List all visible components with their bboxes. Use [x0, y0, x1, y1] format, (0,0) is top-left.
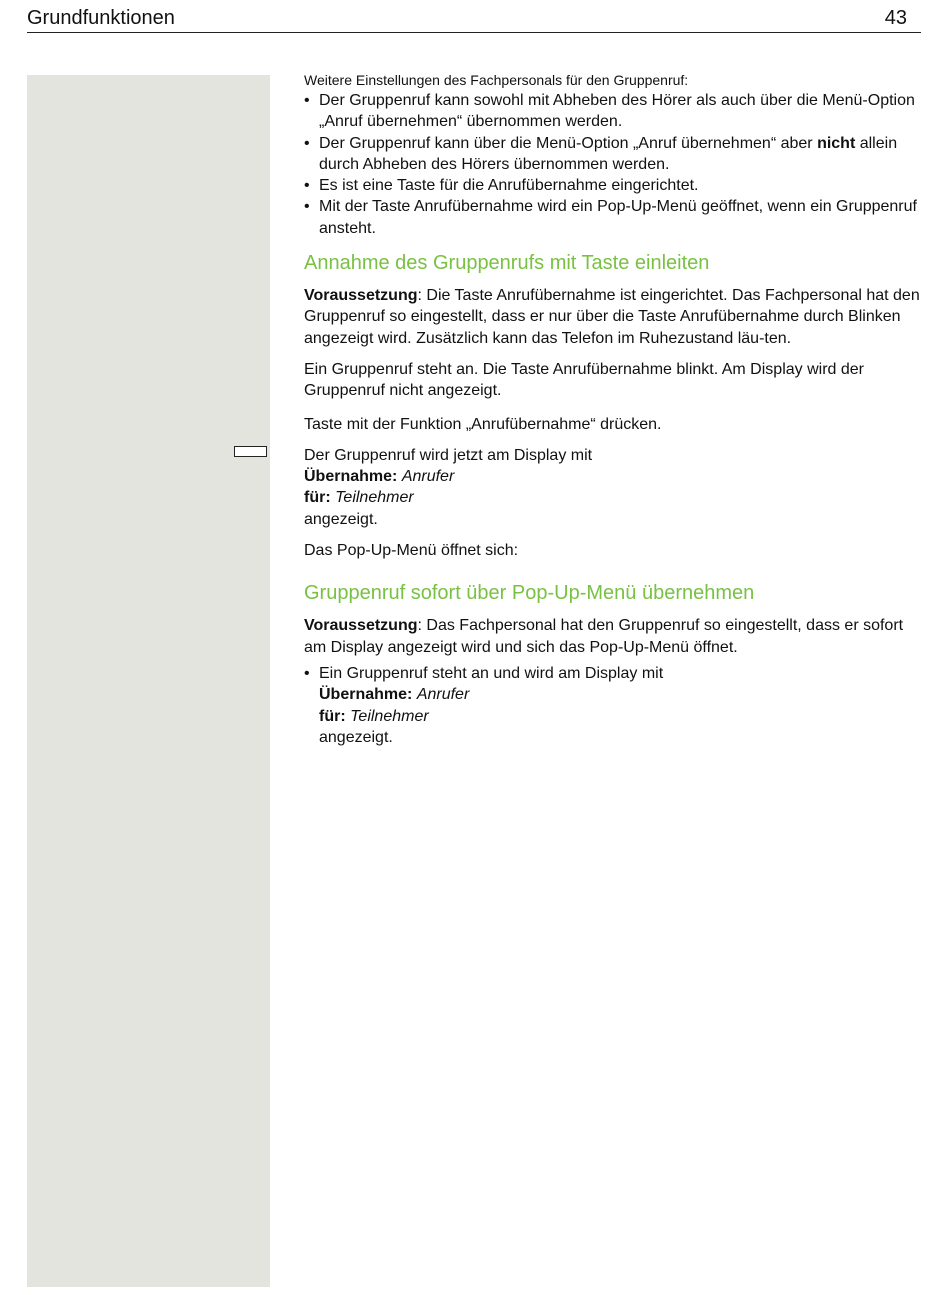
display-outro: angezeigt.	[304, 510, 378, 528]
main-content	[304, 70, 924, 748]
header-title: Grundfunktionen	[27, 7, 175, 29]
display-line-fuer	[304, 487, 924, 508]
settings-list	[304, 90, 924, 239]
display-value: Anrufer	[416, 686, 470, 704]
bullet-intro: • Ein Gruppenruf steht an und wird am Display mit	[319, 664, 664, 682]
margin-column	[27, 75, 270, 1287]
step-instruction: Taste mit der Funktion „Anrufübernahme“ drücken.	[304, 415, 662, 433]
prerequisite-label: Voraussetzung	[304, 617, 418, 635]
page-header	[27, 6, 921, 33]
display-value: Teilnehmer	[350, 707, 429, 725]
section-heading-taste: Annahme des Gruppenrufs mit Taste einleiten	[304, 252, 710, 275]
display-label: Übernahme:	[304, 468, 398, 486]
list-item-text: Der Gruppenruf kann über die Menü-Option „Anruf übernehmen“ aber	[319, 134, 818, 152]
popup-note: Das Pop-Up-Menü öffnet sich:	[304, 542, 519, 560]
prerequisite-label: Voraussetzung	[304, 287, 418, 305]
display-intro: Der Gruppenruf wird jetzt am Display mit	[304, 446, 593, 464]
list-item	[304, 133, 924, 176]
display-line-uebernahme	[304, 466, 924, 487]
display-label: für:	[319, 707, 346, 725]
display-value: Anrufer	[401, 468, 455, 486]
prerequisite-text: : Das Fachpersonal hat den Gruppenruf so eingestellt, dass er sofort am Display angezeigt wird und sich das Pop-Up-Menü öffnet.	[304, 617, 904, 656]
list-item	[304, 663, 924, 748]
emphasis-nicht: nicht	[817, 134, 856, 152]
prerequisite-paragraph	[304, 615, 924, 658]
list-item: • Mit der Taste Anrufübernahme wird ein Pop-Up-Menü geöffnet, wenn ein Gruppenruf ansteht.	[304, 196, 924, 239]
bullet-outro: angezeigt.	[319, 728, 393, 746]
list-item-text: allein durch Abheben des Hörers übernommen werden.	[319, 134, 898, 173]
list-item: • Der Gruppenruf kann sowohl mit Abheben des Hörer als auch über die Menü-Option „Anruf übernehmen“ übernommen werden.	[304, 90, 924, 133]
list-item: • Es ist eine Taste für die Anrufübernahme eingerichtet.	[304, 175, 924, 196]
page-number: 43	[884, 7, 907, 29]
prerequisite-text: : Die Taste Anrufübernahme ist eingerichtet. Das Fachpersonal hat den Gruppenruf so eingestellt, dass er nur über die Taste Anrufübernahme durch Blinken angezeigt wird. Zusätzlich kann das Telefon im Ruhezustand läu-ten.	[304, 287, 920, 347]
intro-lead: Weitere Einstellungen des Fachpersonals für den Gruppenruf:	[304, 72, 689, 88]
display-label: Übernahme:	[319, 686, 413, 704]
section-heading-popup: Gruppenruf sofort über Pop-Up-Menü übernehmen	[304, 582, 755, 605]
display-line-uebernahme	[319, 684, 924, 705]
prerequisite-paragraph	[304, 285, 924, 349]
function-key-symbol	[234, 446, 267, 457]
display-label: für:	[304, 489, 331, 507]
display-line-fuer	[319, 706, 924, 727]
display-value: Teilnehmer	[335, 489, 414, 507]
status-paragraph: Ein Gruppenruf steht an. Die Taste Anrufübernahme blinkt. Am Display wird der Gruppenruf nicht angezeigt.	[304, 360, 864, 400]
popup-list	[304, 663, 924, 748]
